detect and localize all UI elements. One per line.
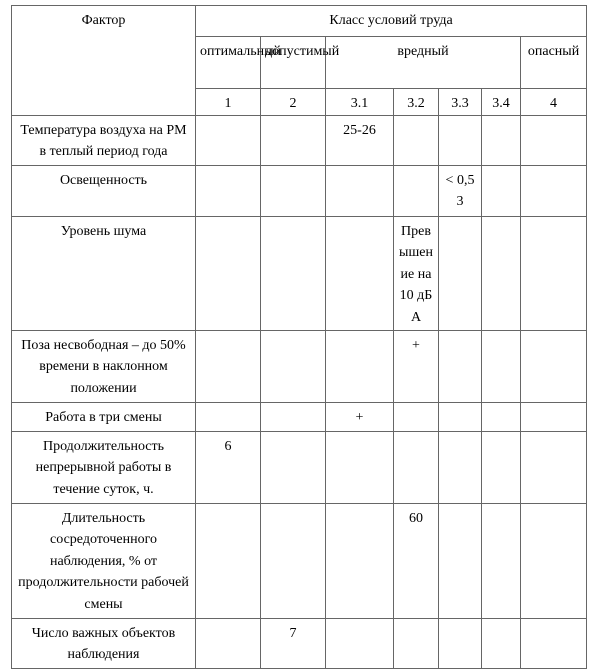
cell bbox=[521, 618, 587, 668]
cell bbox=[521, 165, 587, 216]
header-dangerous: опасный bbox=[521, 37, 587, 89]
cell: 25-26 bbox=[326, 115, 394, 165]
cell bbox=[196, 402, 261, 431]
cell bbox=[482, 503, 521, 618]
cell: + bbox=[394, 330, 439, 402]
row-factor: Поза несвободная – до 50% времени в наклонном положении bbox=[12, 330, 196, 402]
cell bbox=[326, 503, 394, 618]
cell: 60 bbox=[394, 503, 439, 618]
cell: + bbox=[326, 402, 394, 431]
cell bbox=[261, 431, 326, 503]
cell bbox=[261, 330, 326, 402]
cell bbox=[196, 165, 261, 216]
cell: < 0,53 bbox=[439, 165, 482, 216]
cell bbox=[521, 216, 587, 330]
header-code: 3.2 bbox=[394, 89, 439, 116]
cell bbox=[439, 216, 482, 330]
cell bbox=[261, 115, 326, 165]
cell bbox=[261, 402, 326, 431]
cell bbox=[482, 216, 521, 330]
working-conditions-table bbox=[11, 5, 587, 669]
cell bbox=[482, 165, 521, 216]
cell bbox=[439, 503, 482, 618]
cell bbox=[394, 165, 439, 216]
table-row bbox=[12, 165, 587, 216]
table-row bbox=[12, 431, 587, 503]
table-row bbox=[12, 216, 587, 330]
cell bbox=[439, 402, 482, 431]
table-row bbox=[12, 115, 587, 165]
cell bbox=[521, 431, 587, 503]
cell bbox=[261, 216, 326, 330]
cell bbox=[261, 503, 326, 618]
row-factor: Уровень шума bbox=[12, 216, 196, 330]
cell bbox=[326, 165, 394, 216]
cell bbox=[326, 618, 394, 668]
cell bbox=[439, 618, 482, 668]
cell: Превышение на 10 дБА bbox=[394, 216, 439, 330]
cell bbox=[394, 431, 439, 503]
cell bbox=[196, 330, 261, 402]
cell bbox=[521, 115, 587, 165]
cell bbox=[482, 115, 521, 165]
cell: 7 bbox=[261, 618, 326, 668]
cell bbox=[439, 330, 482, 402]
header-code: 2 bbox=[261, 89, 326, 116]
cell bbox=[261, 165, 326, 216]
header-optimal: оптимальный bbox=[196, 37, 261, 89]
row-factor: Длительность сосредоточенного наблюдения, % от продолжительности рабочей смены bbox=[12, 503, 196, 618]
cell bbox=[439, 115, 482, 165]
header-code: 3.1 bbox=[326, 89, 394, 116]
cell bbox=[482, 618, 521, 668]
cell bbox=[394, 618, 439, 668]
header-harmful: вредный bbox=[326, 37, 521, 89]
cell bbox=[326, 330, 394, 402]
header-code: 3.4 bbox=[482, 89, 521, 116]
header-code: 1 bbox=[196, 89, 261, 116]
row-factor: Температура воздуха на РМ в теплый период года bbox=[12, 115, 196, 165]
cell bbox=[196, 115, 261, 165]
cell bbox=[521, 402, 587, 431]
cell bbox=[482, 431, 521, 503]
cell bbox=[521, 330, 587, 402]
table-row bbox=[12, 618, 587, 668]
cell bbox=[521, 503, 587, 618]
table-row bbox=[12, 402, 587, 431]
table-row bbox=[12, 330, 587, 402]
header-admissible: допустимый bbox=[261, 37, 326, 89]
cell bbox=[482, 402, 521, 431]
row-factor: Освещенность bbox=[12, 165, 196, 216]
header-class-group: Класс условий труда bbox=[196, 6, 587, 37]
cell: 6 bbox=[196, 431, 261, 503]
header-factor: Фактор bbox=[12, 6, 196, 116]
header-code: 3.3 bbox=[439, 89, 482, 116]
cell bbox=[439, 431, 482, 503]
header-code: 4 bbox=[521, 89, 587, 116]
row-factor: Число важных объектов наблюдения bbox=[12, 618, 196, 668]
cell bbox=[196, 216, 261, 330]
cell bbox=[196, 618, 261, 668]
cell bbox=[394, 115, 439, 165]
cell bbox=[326, 431, 394, 503]
row-factor: Продолжительность непрерывной работы в течение суток, ч. bbox=[12, 431, 196, 503]
cell bbox=[482, 330, 521, 402]
cell bbox=[196, 503, 261, 618]
cell bbox=[394, 402, 439, 431]
cell bbox=[326, 216, 394, 330]
row-factor: Работа в три смены bbox=[12, 402, 196, 431]
table-row bbox=[12, 503, 587, 618]
